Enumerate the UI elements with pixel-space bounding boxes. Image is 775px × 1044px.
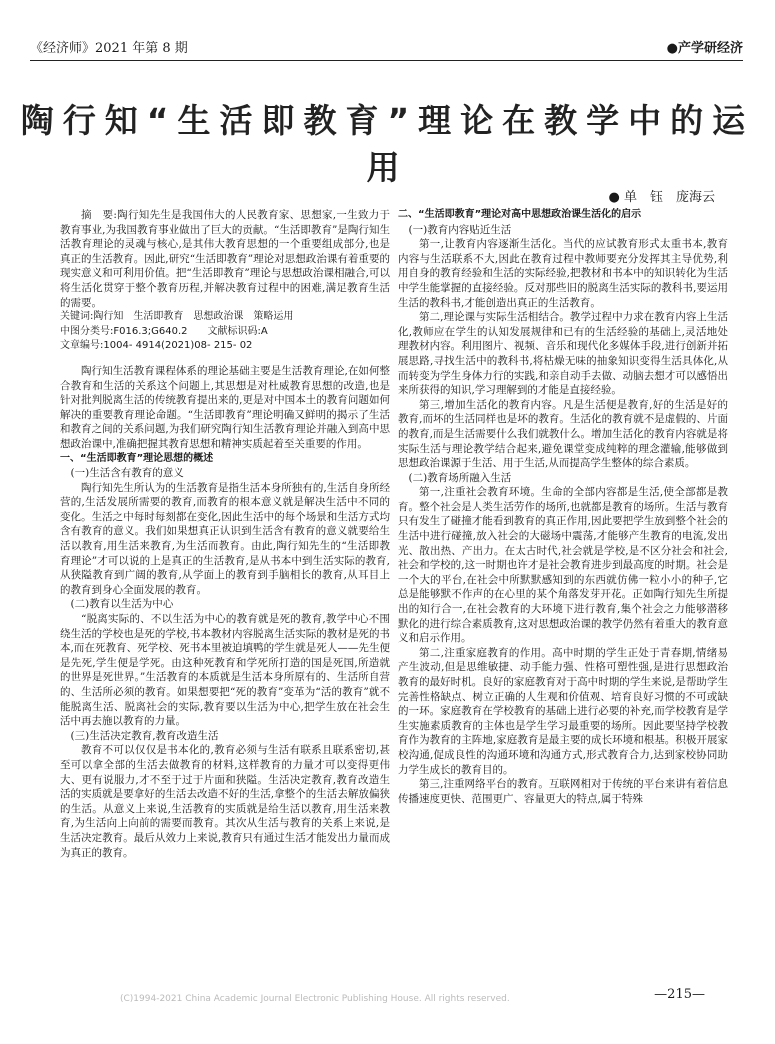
section-heading-1: 一、“生活即教育”理论思想的概述 bbox=[60, 452, 214, 464]
paragraph: 第一,注重社会教育环境。生命的全部内容都是生活,使全部都是教育。整个社会是人类生活劳作的场所,也就都是教育的场所。生活与教育只有发生了碰撞才能看到教育的真正作用,因此要把学生放到整个社会的生活中进行碰撞,放入社会的大磁场中震荡,才能够产生教育的电流,发出光、散出热、产出力。在太古时代,社会就是学校,是不区分社会和社会,社会和学校的,这一时期也许才是社会教育进步到最高度的时期。社会是一个大的平台,在社会中所默默感知到的东西就仿佛一粒小小的种子,它总是能够默不作声的在心里的某个角落发芽开花。正如陶行知先生所提出的知行合一,在社会教育的大环境下进行教育,集个社会之力能够潜移默化的进行综合素质教育,这对思想政治课的教学仍然有着重大的教育意义和启示作用。 bbox=[398, 486, 728, 645]
page-header bbox=[30, 37, 743, 57]
subheading-2b: (二)教育场所融入生活 bbox=[408, 471, 512, 484]
page-number: —215— bbox=[654, 987, 705, 1002]
header-rule bbox=[30, 60, 743, 61]
subheading-1c: (三)生活决定教育,教育改造生活 bbox=[70, 729, 219, 742]
section-heading-2: 二、“生活即教育”理论对高中思想政治课生活化的启示 bbox=[398, 209, 642, 220]
paragraph: “脱离实际的、不以生活为中心的教育就是死的教育,教学中心不围绕生活的学校也是死的学校,书本教材内容脱离生活实际的教材是死的书本,而在死教育、死学校、死书本里被迫填鸭的学生就是死人——先生便是先死,学生便是学死。由这种死教育和学死所打造的国是死国,所造就的世界是死世界。”生活教育的本质就是生活本身所原有的、生活所自营的、生活所必须的教育。如果想要把“死的教育”变革为“活的教育”就不能脱离生活、脱离社会的实际,教育要以生活为中心,把学生放在社会生活中再去施以教育的力量。 bbox=[60, 613, 390, 728]
keywords: 关键词:陶行知 生活即教育 思想政治课 策略运用 bbox=[60, 311, 294, 323]
journal-issue: 《经济师》2021 年第 8 期 bbox=[30, 41, 188, 56]
paragraph: 第二,注重家庭教育的作用。高中时期的学生正处于青春期,情绪易产生波动,但是思维敏捷、动手能力强、性格可塑性强,是进行思想政治教育的最好时机。良好的家庭教育对于高中时期的学生来说,是帮助学生完善性格缺点、树立正确的人生观和价值观、培育良好习惯的不可或缺的一环。家庭教育在学校教育的基础上进行必要的补充,而学校教育是学生实施素质教育的主体也是学生学习最重要的场所。因此要坚持学校教育作为教育的主阵地,家庭教育是最主要的成长环境和根基。积极开展家校沟通,促成良性的沟通环境和沟通方式,形式教育合力,达到家校协同助力学生成长的教育目的。 bbox=[398, 646, 728, 776]
copyright-watermark: (C)1994-2021 China Academic Journal Electronic Publishing House. All rights reserved. bbox=[120, 994, 510, 1004]
abstract: 摘 要:陶行知先生是我国伟大的人民教育家、思想家,一生致力于教育事业,为我国教育事业做出了巨大的贡献。“生活即教育”是陶行知生活教育理论的灵魂与核心,是其伟大教育思想的一个重要组成部分,也是真正的生活教育。因此,研究“生活即教育”理论对思想政治课有着重要的现实意义和可利用价值。把“生活即教育”理论与思想政治课相融合,可以将生活化贯穿于整个教育历程,并解决教育过程中的困难,满足教育生活的需要。 bbox=[60, 209, 390, 309]
article-number: 文章编号:1004- 4914(2021)08- 215- 02 bbox=[60, 340, 253, 352]
classification: 中图分类号:F016.3;G640.2 文献标识码:A bbox=[60, 325, 268, 337]
section-label: ●产学研经济 bbox=[666, 41, 743, 56]
left-column bbox=[60, 208, 390, 860]
authors: ● 单 钰 庞海云 bbox=[608, 190, 715, 205]
paragraph: 第三,注重网络平台的教育。互联网相对于传统的平台来讲有着信息传播速度更快、范围更广、容量更大的特点,属于特殊 bbox=[398, 778, 728, 805]
paragraph: 教育不可以仅仅是书本化的,教育必须与生活有联系且联系密切,甚至可以拿全部的生活去做教育的材料,这样教育的力量才可以变得更伟大、更有说服力,才不至于过于片面和狭隘。生活决定教育,教育改造生活的实质就是要拿好的生活去改造不好的生活,拿整个的生活去解放偏狭的生活。从意义上来说,生活教育的实质就是给生活以教育,用生活来教育,为生活向上向前的需要而教育。其次从生活与教育的关系上来说,是生活决定教育。最后从效力上来说,教育只有通过生活才能发出力量而成为真正的教育。 bbox=[60, 744, 390, 859]
paragraph: 第二,理论课与实际生活相结合。教学过程中力求在教育内容上生活化,教师应在学生的认知发展规律和已有的生活经验的基础上,灵活地处理教材内容。利用图片、视频、音乐和现代化多媒体手段,进行创新并拓展思路,寻找生活中的教科书,将枯燥无味的抽象知识变得生活具体化,从而转变为学生身体力行的实践,和亲自动手去做、动脑去想才可以感悟出来所获得的知识,学习理解到的才能是直接经验。 bbox=[398, 311, 728, 397]
subheading-2a: (一)教育内容贴近生活 bbox=[408, 223, 512, 236]
paragraph: 第一,让教育内容逐渐生活化。当代的应试教育形式太重书本,教育内容与生活联系不大,因此在教育过程中教师要充分发挥其主导优势,利用自身的教育经验和生活的实际经验,把教材和书本中的知识转化为生活中学生能掌握的直接经验。反对那些旧的脱离生活实际的教科书,要运用生活的教科书,才能创造出真正的生活教育。 bbox=[398, 238, 728, 309]
paragraph: 陶行知先生所认为的生活教育是指生活本身所独有的,生活自身所经营的,生活发展所需要的教育,而教育的根本意义就是解决生活中不同的变化。生活之中每时每刻都在变化,因此生活中的每个场景和生活方式均含有教育的意义。我们如果想真正认识到生活含有教育的意义就要给生活以教育,用生活来教育,为生活而教育。由此,陶行知先生的“生活即教育理论”才可以说的上是真正的生活教育,是从书本中到生活实际的教育,从狭隘教育到广阔的教育,从学面上的教育到手脑相长的教育,从耳目上的教育到身心全面发展的教育。 bbox=[60, 481, 390, 596]
paragraph: 第三,增加生活化的教育内容。凡是生活便是教育,好的生活是好的教育,而坏的生活同样也是坏的教育。生活化的教育就不是虚假的、片面的教育,而是生活需要什么我们就教什么。增加生活化的教育内容就是将实际生活与理论教学结合起来,避免课堂变成纯粹的理念灌输,能够做到思想政治课源于生活、用于生活,从而提高学生整体的综合素质。 bbox=[398, 398, 728, 470]
intro-paragraph: 陶行知生活教育课程体系的理论基础主要是生活教育理论,在如何整合教育和生活的关系这个问题上,其思想是对杜威教育思想的改造,也是针对批判脱离生活的传统教育提出来的,更是对中国本土的教育问题如何解决的重要教育理论命题。“生活即教育”理论明确又鲜明的揭示了生活和教育之间的关系问题,为我们研究陶行知生活教育理论并融入到高中思想政治课中,准确把握其教育思想和精神实质起着至关重要的作用。 bbox=[60, 364, 390, 450]
right-column bbox=[398, 208, 728, 806]
article-title: 陶行知“生活即教育”理论在教学中的运用 bbox=[20, 101, 755, 187]
subheading-1b: (二)教育以生活为中心 bbox=[70, 598, 174, 611]
subheading-1a: (一)生活含有教育的意义 bbox=[70, 467, 184, 480]
